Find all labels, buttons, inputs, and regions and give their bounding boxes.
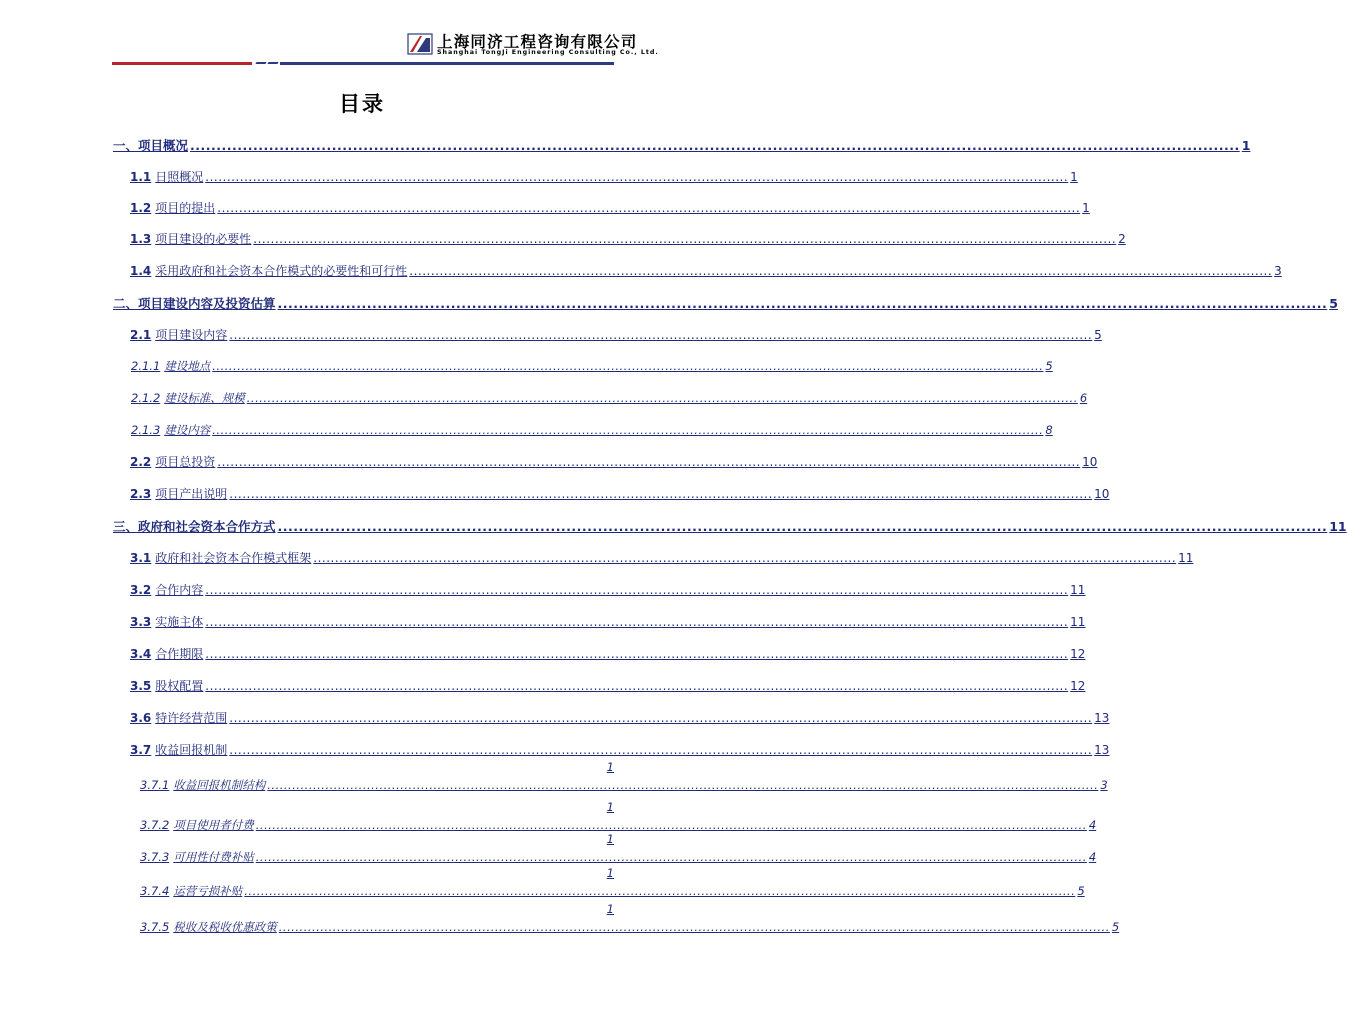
toc-label: 三、政府和社会资本合作方式	[113, 519, 276, 534]
toc-page-number: 5	[1045, 359, 1053, 373]
toc-page-number: 10	[1094, 487, 1110, 501]
toc-leader-dots: ........................................................................................................................................................................................................	[246, 391, 1078, 405]
toc-leader-dots: ........................................................................................................................................................................................................	[244, 884, 1076, 898]
toc-leader-dots: ........................................................................................................................................................................................................	[190, 138, 1240, 153]
toc-item-2-1-2[interactable]	[131, 390, 1088, 410]
toc-leader-dots: ........................................................................................................................................................................................................	[278, 920, 1110, 934]
toc-label: 股权配置	[155, 679, 204, 693]
company-logo-icon	[408, 34, 432, 54]
toc-label: 合作期限	[155, 647, 204, 661]
toc-number: 3.6	[130, 711, 152, 725]
toc-leader-dots: ........................................................................................................................................................................................................	[212, 359, 1044, 373]
toc-label: 二、项目建设内容及投资估算	[113, 296, 276, 311]
toc-number: 2.3	[130, 487, 152, 501]
toc-label: 税收及税收优惠政策	[173, 920, 277, 934]
toc-item-3-7[interactable]	[130, 741, 1110, 761]
toc-item-2-1-3[interactable]	[131, 422, 1053, 442]
toc-page-number: 5	[1077, 884, 1085, 898]
toc-number: 2.1.2	[131, 391, 161, 405]
toc-leader-dots: ........................................................................................................................................................................................................	[277, 296, 1328, 311]
toc-leader-dots: ........................................................................................................................................................................................................	[255, 850, 1087, 864]
toc-label: 特许经营范围	[155, 711, 228, 725]
toc-number: 3.7.5	[140, 920, 170, 934]
toc-label: 项目的提出	[155, 201, 216, 215]
toc-page-number: 13	[1094, 743, 1110, 757]
toc-leader-dots: ........................................................................................................................................................................................................	[205, 615, 1069, 629]
toc-leader-dots: ........................................................................................................................................................................................................	[205, 679, 1069, 693]
toc-page-number: 2	[1118, 232, 1126, 246]
toc-page-number: 11	[1070, 583, 1086, 597]
toc-item-2-1-1[interactable]	[131, 358, 1053, 378]
toc-item-3-7-2[interactable]	[140, 817, 1097, 837]
toc-label: 收益回报机制	[155, 743, 228, 757]
toc-number: 3.1	[130, 551, 152, 565]
toc-number: 2.1	[130, 328, 152, 342]
toc-item-3-7-1[interactable]	[140, 777, 1108, 797]
toc-leader-dots: ........................................................................................................................................................................................................	[409, 264, 1273, 278]
toc-item-3-3[interactable]	[130, 613, 1086, 633]
toc-label: 实施主体	[155, 615, 204, 629]
toc-label: 项目产出说明	[155, 487, 228, 501]
toc-item-2-2[interactable]	[130, 453, 1098, 473]
toc-page-number: 11	[1329, 519, 1347, 534]
toc-item-3-4[interactable]	[130, 645, 1086, 665]
toc-leader-dots: ........................................................................................................................................................................................................	[255, 818, 1087, 832]
toc-label: 合作内容	[155, 583, 204, 597]
toc-label: 项目总投资	[155, 455, 216, 469]
toc-leader-dots: ........................................................................................................................................................................................................	[313, 551, 1177, 565]
toc-item-2-1[interactable]	[130, 326, 1102, 346]
toc-page-number: 3	[1100, 778, 1108, 792]
toc-page-number-part: 1	[606, 866, 614, 880]
toc-number: 1.3	[130, 232, 152, 246]
toc-number: 3.7.2	[140, 818, 170, 832]
toc-item-1-1[interactable]	[130, 168, 1078, 188]
toc-page-number: 11	[1070, 615, 1086, 629]
toc-page-number: 5	[1094, 328, 1102, 342]
toc-item-1-3[interactable]	[130, 230, 1126, 250]
toc-page-number: 6	[1079, 391, 1088, 405]
toc-page-number: 12	[1070, 679, 1086, 693]
toc-page-number-part: 1	[606, 760, 614, 774]
toc-number: 3.7.1	[140, 778, 170, 792]
toc-leader-dots: ........................................................................................................................................................................................................	[205, 583, 1069, 597]
toc-leader-dots: ........................................................................................................................................................................................................	[217, 201, 1081, 215]
toc-number: 3.7.4	[140, 884, 170, 898]
toc-page-number: 5	[1111, 920, 1120, 934]
toc-page-number: 1	[1082, 201, 1090, 215]
toc-label: 运营亏损补贴	[173, 884, 243, 898]
toc-leader-dots: ........................................................................................................................................................................................................	[205, 170, 1069, 184]
toc-number: 3.2	[130, 583, 152, 597]
header-rule-dash	[267, 62, 278, 64]
toc-leader-dots: ........................................................................................................................................................................................................	[277, 519, 1328, 534]
toc-page-number: 3	[1274, 264, 1282, 278]
toc-page-number: 1	[1241, 138, 1251, 153]
toc-item-1-4[interactable]	[130, 262, 1282, 282]
toc-leader-dots: ........................................................................................................................................................................................................	[253, 232, 1117, 246]
toc-page-number: 4	[1088, 818, 1097, 832]
toc-page-number-part: 1	[606, 832, 614, 846]
toc-label: 项目建设内容	[155, 328, 228, 342]
page-title: 目录	[339, 92, 385, 116]
company-name-en: Shanghai TongJi Engineering Consulting Co., Ltd.	[437, 49, 659, 56]
toc-leader-dots: ........................................................................................................................................................................................................	[267, 778, 1099, 792]
toc-label: 日照概况	[155, 170, 204, 184]
toc-number: 2.1.3	[131, 423, 161, 437]
toc-page-number-part: 1	[606, 800, 614, 814]
toc-label: 采用政府和社会资本合作模式的必要性和可行性	[155, 264, 408, 278]
toc-leader-dots: ........................................................................................................................................................................................................	[212, 423, 1044, 437]
toc-number: 2.1.1	[131, 359, 161, 373]
toc-section-3[interactable]	[113, 517, 1347, 537]
toc-number: 3.3	[130, 615, 152, 629]
toc-page-number-part: 1	[606, 902, 614, 916]
toc-item-3-7-5[interactable]	[140, 919, 1120, 939]
header-rule-blue	[280, 62, 614, 65]
toc-page-number: 10	[1082, 455, 1098, 469]
toc-leader-dots: ........................................................................................................................................................................................................	[229, 487, 1093, 501]
toc-page-number: 5	[1329, 296, 1338, 311]
toc-label: 可用性付费补贴	[173, 850, 254, 864]
toc-page-number: 8	[1045, 423, 1053, 437]
toc-number: 2.2	[130, 455, 152, 469]
toc-item-3-7-4[interactable]	[140, 883, 1085, 903]
toc-item-1-2[interactable]	[130, 199, 1090, 219]
toc-leader-dots: ........................................................................................................................................................................................................	[229, 743, 1093, 757]
toc-page-number: 4	[1088, 850, 1097, 864]
toc-number: 1.2	[130, 201, 152, 215]
toc-label: 建设标准、规模	[164, 391, 245, 405]
toc-leader-dots: ........................................................................................................................................................................................................	[229, 328, 1093, 342]
toc-page-number: 11	[1178, 551, 1194, 565]
toc-page-number: 13	[1094, 711, 1110, 725]
toc-label: 项目建设的必要性	[155, 232, 252, 246]
page-header	[0, 0, 724, 70]
toc-label: 收益回报机制结构	[173, 778, 266, 792]
toc-section-2[interactable]	[113, 294, 1338, 314]
header-rule-red	[112, 62, 252, 65]
toc-item-3-2[interactable]	[130, 581, 1086, 601]
toc-section-1[interactable]	[113, 136, 1251, 156]
toc-item-2-3[interactable]	[130, 485, 1110, 505]
toc-page-number: 12	[1070, 647, 1086, 661]
company-name-cn: 上海同济工程咨询有限公司	[437, 33, 638, 51]
header-rule-dash	[255, 62, 266, 64]
toc-label: 项目使用者付费	[173, 818, 254, 832]
toc-label: 建设内容	[164, 423, 211, 437]
toc-leader-dots: ........................................................................................................................................................................................................	[229, 711, 1093, 725]
toc-number: 3.7.3	[140, 850, 170, 864]
toc-item-3-1[interactable]	[130, 549, 1194, 569]
toc-item-3-6[interactable]	[130, 709, 1110, 729]
toc-page-number: 1	[1070, 170, 1078, 184]
toc-item-3-7-3[interactable]	[140, 849, 1097, 869]
toc-item-3-5[interactable]	[130, 677, 1086, 697]
toc-number: 3.5	[130, 679, 152, 693]
toc-leader-dots: ........................................................................................................................................................................................................	[217, 455, 1081, 469]
toc-leader-dots: ........................................................................................................................................................................................................	[205, 647, 1069, 661]
toc-label: 政府和社会资本合作模式框架	[155, 551, 312, 565]
toc-label: 一、项目概况	[113, 138, 189, 153]
toc-number: 1.1	[130, 170, 152, 184]
toc-number: 3.4	[130, 647, 152, 661]
toc-number: 1.4	[130, 264, 152, 278]
toc-number: 3.7	[130, 743, 152, 757]
toc-label: 建设地点	[164, 359, 211, 373]
